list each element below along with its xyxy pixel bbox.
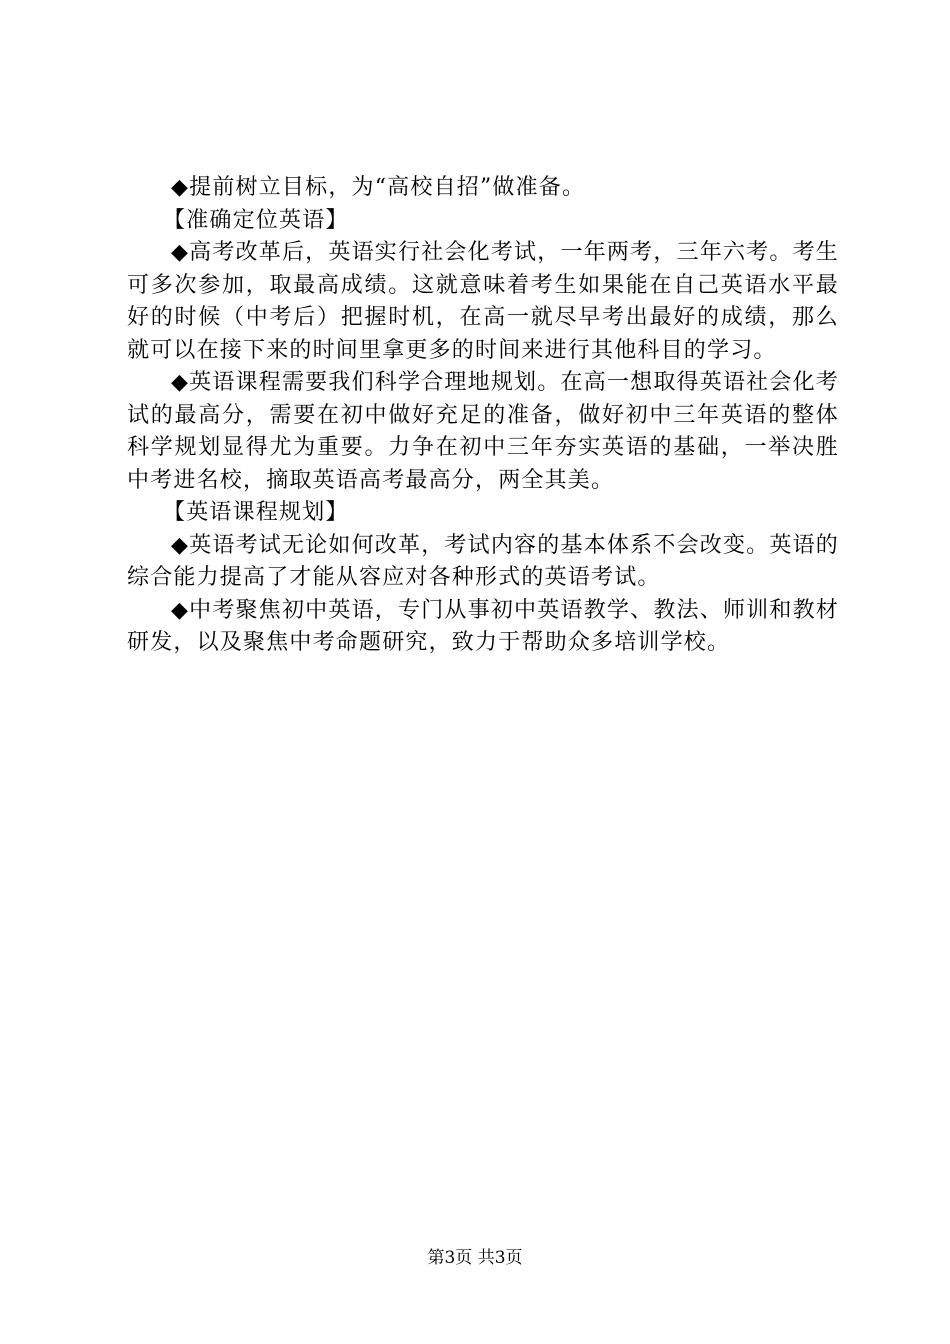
- paragraph-exam-content: ◆英语考试无论如何改革，考试内容的基本体系不会改变。英语的综合能力提高了才能从容应对各种形式的英语考试。: [127, 532, 839, 590]
- paragraph-zhongkao-focus: ◆中考聚焦初中英语，专门从事初中英语教学、教法、师训和教材研发，以及聚焦中考命题研究，致力于帮助众多培训学校。: [127, 597, 839, 655]
- paragraph-exam-reform: ◆高考改革后，英语实行社会化考试，一年两考，三年六考。考生可多次参加，取最高成绩。这就意味着考生如果能在自己英语水平最好的时候（中考后）把握时机，在高一就尽早考出最好的成绩，那么就可以在接下来的时间里拿更多的时间来进行其他科目的学习。: [127, 240, 839, 363]
- document-body: [127, 172, 839, 660]
- paragraph-course-planning: ◆英语课程需要我们科学合理地规划。在高一想取得英语社会化考试的最高分，需要在初中做好充足的准备，做好初中三年英语的整体科学规划显得尤为重要。力争在初中三年夯实英语的基础，一举决胜中考进名校，摘取英语高考最高分，两全其美。: [127, 370, 839, 493]
- section-heading-english-positioning: 【准确定位英语】: [163, 207, 349, 233]
- paragraph-set-goals: ◆提前树立目标，为“高校自招”做准备。: [171, 175, 586, 200]
- section-heading-course-plan: 【英语课程规划】: [163, 500, 349, 525]
- page-number-footer: 第3页 共3页: [427, 1248, 523, 1268]
